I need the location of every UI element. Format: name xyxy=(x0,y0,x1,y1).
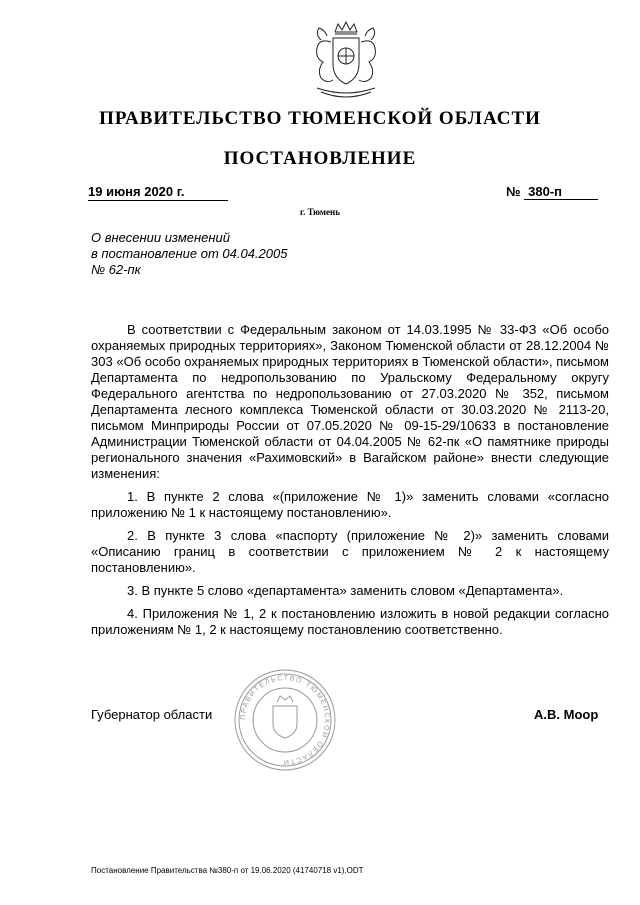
document-footer: Постановление Правительства №380-п от 19.06.2020 (41740718 v1).ODT xyxy=(91,866,364,875)
document-number xyxy=(506,184,598,200)
seal-text: ПРАВИТЕЛЬСТВО ТЮМЕНСКОЙ ОБЛАСТИ xyxy=(239,674,331,766)
government-title: ПРАВИТЕЛЬСТВО ТЮМЕНСКОЙ ОБЛАСТИ xyxy=(99,108,541,129)
number-prefix: № xyxy=(506,184,521,199)
body-paragraph: 4. Приложения № 1, 2 к постановлению изложить в новой редакции согласно приложениям № 1, 2 к настоящему постановлению соответственно. xyxy=(91,606,609,637)
document-date: 19 июня 2020 г. xyxy=(88,184,228,201)
subject-line: О внесении изменений xyxy=(91,230,230,245)
subject-line: в постановление от 04.04.2005 xyxy=(91,246,288,261)
signatory-position: Губернатор области xyxy=(91,707,213,722)
document-type: ПОСТАНОВЛЕНИЕ xyxy=(223,148,417,169)
body-paragraph: 2. В пункте 3 слова «паспорту (приложение № 2)» заменить словами «Описанию границ в соответствии с приложением № 2 к настоящему постановлению». xyxy=(91,528,609,575)
document-body xyxy=(91,322,609,645)
document-subject xyxy=(91,230,287,278)
document-city: г. Тюмень xyxy=(300,207,340,217)
official-seal-icon xyxy=(233,668,337,772)
body-paragraph: В соответствии с Федеральным законом от 14.03.1995 № 33-ФЗ «Об особо охраняемых природных территориях», Законом Тюменской области от 28.12.2004 № 303 «Об особо охраняемых природных территориях в Тюменской области», письмом Департамента по недропользованию по Уральскому Федеральному округу Федерального агентства по недропользованию от 27.03.2020 № 352, письмом Департамента лесного комплекса Тюменской области от 30.03.2020 № 2113-20, письмом Минприроды России от 07.05.2020 № 09-15-29/10633 в постановление Администрации Тюменской области от 04.04.2005 № 62-пк «О памятнике природы регионального значения «Рахимовский» в Вагайском районе» внести следующие изменения: xyxy=(91,322,609,481)
coat-of-arms-icon xyxy=(305,18,387,102)
body-paragraph: 1. В пункте 2 слова «(приложение № 1)» заменить словами «согласно приложению № 1 к настоящему постановлению». xyxy=(91,489,609,520)
body-paragraph: 3. В пункте 5 слово «департамента» заменить словом «Департамента». xyxy=(127,583,564,598)
subject-line: № 62-пк xyxy=(91,262,141,277)
number-value: 380-п xyxy=(524,184,598,200)
signatory-name: А.В. Моор xyxy=(534,707,599,722)
